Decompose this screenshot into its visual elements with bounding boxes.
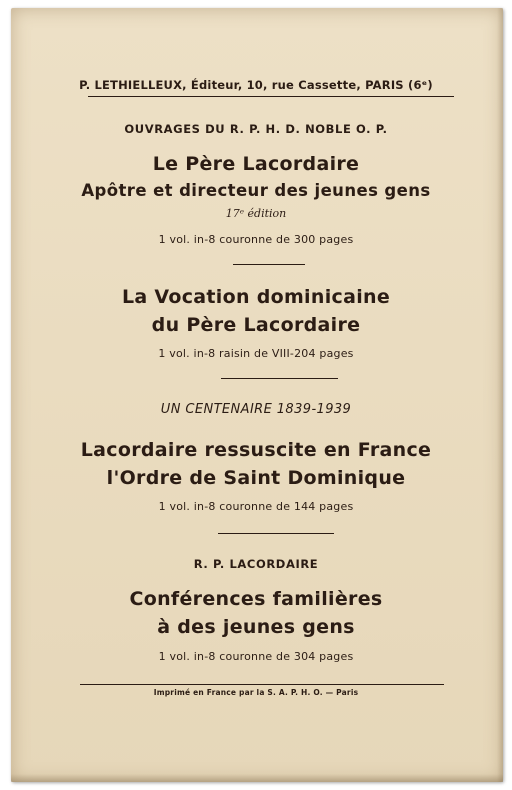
book-3-title-line-2: l'Ordre de Saint Dominique [106,467,406,489]
book-3-title-line-1: Lacordaire ressuscite en France [80,439,432,461]
book-3-volume: 1 vol. in-8 couronne de 144 pages [158,500,354,513]
book-1-subtitle: Apôtre et directeur des jeunes gens [81,181,431,200]
book-1-volume: 1 vol. in-8 couronne de 300 pages [158,233,354,246]
book-4-author: R. P. LACORDAIRE [193,557,319,571]
book-4-title-line-1: Conférences familières [129,588,383,610]
section-author: OUVRAGES DU R. P. H. D. NOBLE O. P. [124,122,388,136]
book-3-kicker: UN CENTENAIRE 1839-1939 [160,402,352,417]
book-2-title-line-1: La Vocation dominicaine [121,286,391,308]
separator-1 [233,264,305,265]
header-rule [88,96,454,97]
book-2-title-line-2: du Père Lacordaire [151,314,361,336]
book-1-edition: 17ᵉ édition [225,207,287,220]
footer-rule [80,684,444,685]
printer-imprint: Imprimé en France par la S. A. P. H. O. — Paris [153,688,359,697]
publisher-line: P. LETHIELLEUX, Éditeur, 10, rue Cassette, PARIS (6ᵉ) [79,78,433,92]
separator-3 [218,533,334,534]
book-4-title-line-2: à des jeunes gens [157,616,355,638]
book-2-volume: 1 vol. in-8 raisin de VIII-204 pages [158,347,354,360]
book-1-title: Le Père Lacordaire [152,153,360,175]
separator-2 [221,378,338,379]
cover-bottom-shadow [11,774,503,782]
book-4-volume: 1 vol. in-8 couronne de 304 pages [158,650,354,663]
